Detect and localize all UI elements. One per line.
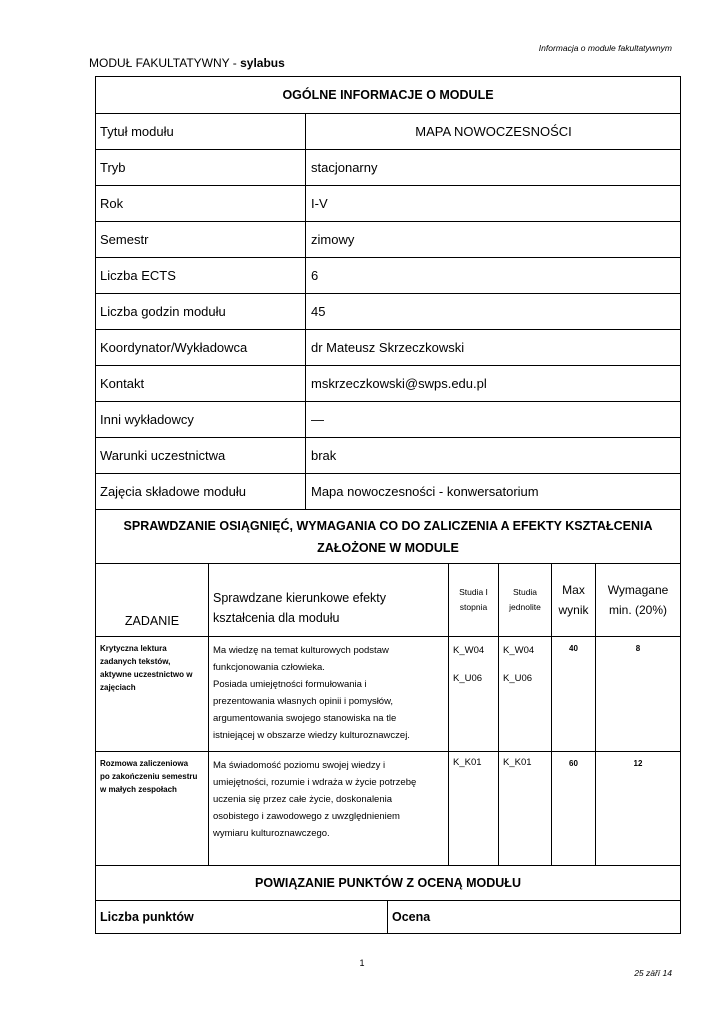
general-info-table [95,76,681,934]
col-effects [209,564,449,636]
first-degree-cell [449,752,499,865]
info-value: — [311,412,324,427]
info-label: Zajęcia składowe modułu [96,474,306,509]
info-value: stacjonarny [311,160,378,175]
task-line: zadanych tekstów, [100,657,171,666]
info-row [96,438,680,474]
info-label: Rok [96,186,306,221]
uniform-cell [499,637,552,751]
effects-line: wymiaru kulturoznawczego. [213,828,330,839]
effects-cell [209,752,449,865]
points-heading: POWIĄZANIE PUNKTÓW Z OCENĄ MODUŁU [255,876,521,890]
col-uniform-line1: Studia [512,587,538,597]
info-label: Koordynator/Wykładowca [96,330,306,365]
page-number: 1 [359,958,365,968]
title-main: MODUŁ FAKULTATYWNY - [89,56,241,70]
col-max-line2: wynik [558,603,589,617]
assessment-row [96,752,680,866]
header-note: Informacja o module fakultatywnym [538,43,672,53]
info-row [96,330,680,366]
task-line: w małych zespołach [100,785,177,794]
task-line: aktywne uczestnictwo w [100,670,193,679]
assessment-heading-line1: SPRAWDZANIE OSIĄGNIĘĆ, WYMAGANIA CO DO ZALICZENIA A EFEKTY KSZTAŁCENIA [123,518,653,533]
task-cell [96,752,209,865]
effects-line: Ma świadomość poziomu swojej wiedzy i [213,760,386,771]
col-task: ZADANIE [96,564,209,636]
effect-code: K_U06 [503,673,533,684]
assessment-columns-row [96,564,680,637]
task-line: zajęciach [100,683,136,692]
effect-code: K_W04 [503,645,535,656]
assessment-heading-row [96,510,680,564]
task-line: Krytyczna lektura [100,644,167,653]
effect-code: K_U06 [453,673,483,684]
info-value: Mapa nowoczesności - konwersatorium [311,484,539,499]
effects-line: funkcjonowania człowieka. [213,662,325,673]
info-label: Semestr [96,222,306,257]
col-first-line1: Studia I [459,587,488,597]
points-columns-row [96,901,680,933]
info-value: MAPA NOWOCZESNOŚCI [415,124,572,139]
col-effects-line1: Sprawdzane kierunkowe efekty [213,591,387,605]
info-value: dr Mateusz Skrzeczkowski [311,340,465,355]
general-heading: OGÓLNE INFORMACJE O MODULE [282,88,494,102]
required-cell: 12 [633,759,643,768]
info-row [96,150,680,186]
uniform-cell [499,752,552,865]
info-row [96,294,680,330]
info-row [96,186,680,222]
first-degree-cell [449,637,499,751]
contact-email[interactable]: mskrzeczkowski@swps.edu.pl [311,376,487,391]
assessment-heading [96,510,680,563]
task-line: po zakończeniu semestru [100,772,198,781]
info-value: I-V [311,196,328,211]
info-label: Liczba ECTS [96,258,306,293]
required-cell: 8 [635,644,641,653]
effects-line: Ma wiedzę na temat kulturowych podstaw [213,645,389,656]
points-heading-row [96,866,680,901]
col-max-line1: Max [562,583,585,597]
col-grade: Ocena [392,910,431,924]
effects-line: istniejącej w obszarze wiedzy kulturoznawczej. [213,730,410,741]
info-label: Liczba godzin modułu [96,294,306,329]
effects-line: Posiada umiejętności formułowania i [213,679,367,690]
col-req-line2: min. (20%) [608,603,667,617]
col-req-line1: Wymagane [607,583,669,597]
info-label: Tryb [96,150,306,185]
max-cell: 60 [552,752,596,865]
info-label: Warunki uczestnictwa [96,438,306,473]
effects-line: uczenia się przez całe życie, doskonalenia [213,794,393,805]
col-uniform [499,564,552,636]
info-label: Kontakt [96,366,306,401]
col-max [552,564,596,636]
info-label: Tytuł modułu [96,114,306,149]
info-value: 6 [311,268,319,283]
footer-date: 25 zäří 14 [634,968,672,978]
info-label: Inni wykładowcy [96,402,306,437]
general-heading-row [96,77,680,114]
info-value: 45 [311,304,326,319]
effect-code: K_W04 [453,645,485,656]
col-first-line2: stopnia [459,602,488,612]
effects-line: osobistego i zawodowego z uwzględnieniem [213,811,400,822]
info-value: zimowy [311,232,355,247]
document-title [89,56,285,70]
col-effects-line2: kształcenia dla modułu [213,611,340,625]
info-row [96,366,680,402]
col-required [596,564,680,636]
task-line: Rozmowa zaliczeniowa [100,759,189,768]
effects-line: argumentowania swojego stanowiska na tle [213,713,397,724]
col-uniform-line2: jednolite [509,602,541,612]
task-cell [96,637,209,751]
info-value: brak [311,448,337,463]
info-row [96,114,680,150]
info-row [96,474,680,510]
info-row [96,402,680,438]
col-points: Liczba punktów [96,901,388,933]
effects-cell [209,637,449,751]
info-row [96,258,680,294]
effect-code: K_K01 [503,757,532,768]
max-cell: 40 [552,637,596,751]
effects-line: umiejętności, rozumie i wdraża w życie potrzebę [213,777,417,788]
assessment-heading-line2: ZAŁOŻONE W MODULE [317,540,459,555]
effect-code: K_K01 [453,757,482,768]
col-first-degree [449,564,499,636]
title-bold: sylabus [240,56,285,70]
effects-line: prezentowania własnych opinii i pomysłów, [213,696,394,707]
info-row [96,222,680,258]
assessment-row [96,637,680,752]
